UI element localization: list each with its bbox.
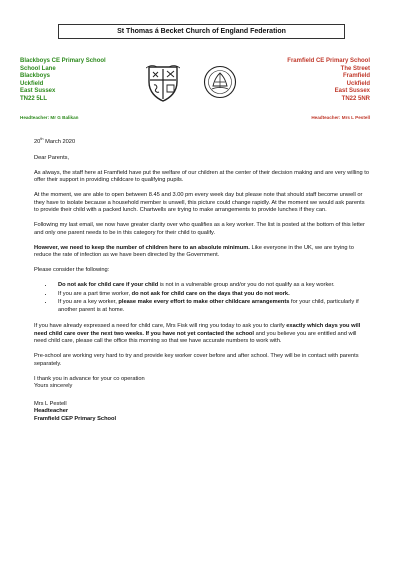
left-school-address xyxy=(20,58,106,104)
shield-crest-icon xyxy=(146,64,180,102)
address-line: TN22 5NR xyxy=(341,95,370,102)
left-headteacher: Headteacher: Mr G Balikan xyxy=(20,115,79,120)
right-headteacher: Headteacher: Mrs L Pestell xyxy=(311,115,370,120)
paragraph: If you have already expressed a need for child care, Mrs Fisk will ring you today to ask you to clarify exactly which days you will need child care over the next two weeks. If you have not yet contacted the school and you believe you are entitled and will need child care, please call the office this morning so that we have accurate numbers to work with. xyxy=(34,323,361,344)
right-school-address xyxy=(287,58,370,104)
sig-school: Framfield CEP Primary School xyxy=(34,415,117,422)
consider-list xyxy=(34,282,370,314)
address-line: Blackboys xyxy=(20,73,51,80)
address-line: The Street xyxy=(340,65,370,72)
greeting: Dear Parents, xyxy=(34,154,70,161)
address-line: Blackboys CE Primary School xyxy=(20,58,106,64)
address-line: Uckfield xyxy=(20,80,44,87)
address-line: Uckfield xyxy=(346,80,370,87)
letter-body xyxy=(34,139,370,431)
address-line: Framfield xyxy=(342,73,370,80)
address-line: East Sussex xyxy=(334,88,370,95)
federation-title: St Thomas á Becket Church of England Federation xyxy=(58,24,345,39)
signature-block xyxy=(34,401,370,424)
paragraph: Please consider the following: xyxy=(34,267,110,273)
paragraph: Following my last email, we now have greater clarity over who qualifies as a key worker. The list is posted at the bottom of this letter and only one parent needs to be in this category for their child to qualify. xyxy=(34,222,365,236)
sig-role: Headteacher xyxy=(34,408,69,414)
address-line: School Lane xyxy=(20,65,56,72)
address-line: TN22 5LL xyxy=(20,95,48,102)
paragraph: Pre-school are working very hard to try and provide key worker cover before and after school. They will be in contact with parents separately. xyxy=(34,353,359,367)
list-item: • Do not ask for child care if your child is not in a vulnerable group and/or you do not qualify as a key worker. xyxy=(54,282,370,290)
paragraph: However, we need to keep the number of children here to an absolute minimum. Like everyone in the UK, we are trying to reduce the rate of infection as we have been directed by the Government. xyxy=(34,244,354,258)
paragraph: As always, the staff here at Framfield have put the welfare of our children at the center of their decision making and are very willing to offer their support in providing childcare to qualifying pupils. xyxy=(34,169,369,183)
list-item: • If you are a key worker, please make every effort to make other childcare arrangements for your child, particularly if another parent is at home. xyxy=(54,299,370,314)
list-item: • If you are a part time worker, do not ask for child care on the days that you do not work. xyxy=(54,291,370,299)
sig-name: Mrs L Pestell xyxy=(34,400,67,407)
round-seal-icon xyxy=(203,65,237,99)
paragraph: At the moment, we are able to open between 8.45 and 3.00 pm every week day but please note that should staff become unwell or they have to isolate because a household member is unwell, this picture could change rapidly. At the moment we would ask parents to provide their child with a packed lunch. Chartwells are trying to make arrangements to provide lunches if they can. xyxy=(34,192,365,213)
address-line: East Sussex xyxy=(20,88,56,95)
letter-date: 20th March 2020 xyxy=(34,137,76,145)
closing: I thank you in advance for your co operation Yours sincerely xyxy=(34,375,145,389)
address-line: Framfield CE Primary School xyxy=(287,58,370,64)
